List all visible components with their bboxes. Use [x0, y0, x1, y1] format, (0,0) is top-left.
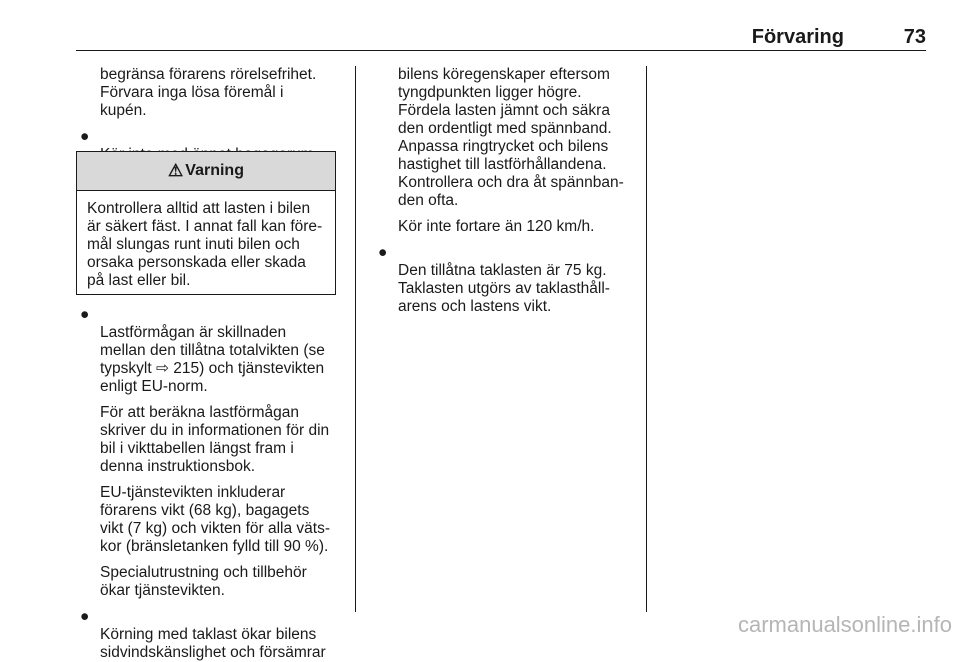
bullet-icon: ●	[80, 608, 90, 625]
warning-header	[77, 152, 335, 191]
bullet-icon: ●	[80, 306, 90, 323]
paragraph: Specialutrustning och tillbehör ökar tjänstevikten.	[100, 564, 307, 599]
paragraph: EU-tjänstevikten inkluderar förarens vikt (68 kg), bagagets vikt (7 kg) och vikten för alla väts- kor (bränsletanken fylld till 90 %).	[100, 484, 330, 555]
warning-body: Kontrollera alltid att lasten i bilen är säkert fäst. I annat fall kan före- mål slungas runt inuti bilen och orsaka personskada eller skada på last eller bil.	[87, 200, 323, 289]
column-divider-left	[355, 66, 356, 612]
warning-triangle-icon: ⚠	[168, 161, 184, 180]
bullet-item	[76, 608, 352, 662]
warning-box	[76, 151, 336, 295]
paragraph: bilens köregenskaper eftersom tyngdpunkten ligger högre. Fördela lasten jämnt och säkra den ordentligt med spännband. Anpassa ringtrycket och bilens hastighet till lastförhållandena. Kontrollera och dra åt spännban- den ofta.	[398, 66, 624, 209]
bullet-icon: ●	[378, 244, 388, 261]
bullet-item	[374, 244, 642, 316]
bullet-text: Lastförmågan är skillnaden mellan den tillåtna totalvikten (se typskylt ⇨ 215) och tjänstevikten enligt EU-norm.	[100, 324, 325, 395]
page-header	[76, 24, 926, 51]
warning-heading: Varning	[185, 162, 244, 179]
left-column-bottom	[76, 306, 352, 662]
bullet-item	[76, 306, 352, 396]
watermark: carmanualsonline.info	[737, 612, 952, 637]
section-title: Förvaring	[751, 26, 844, 48]
bullet-text: Den tillåtna taklasten är 75 kg. Taklasten utgörs av taklasthåll- arens och lastens vikt.	[398, 262, 610, 315]
continued-text: begränsa förarens rörelsefrihet. Förvara inga lösa föremål i kupén.	[100, 66, 317, 119]
paragraph: Kör inte fortare än 120 km/h.	[398, 218, 595, 235]
paragraph: För att beräkna lastförmågan skriver du in informationen för din bil i vikttabellen längst fram i denna instruktionsbok.	[100, 404, 330, 475]
column-divider-right	[646, 66, 647, 612]
bullet-text: Körning med taklast ökar bilens sidvindskänslighet och försämrar	[100, 626, 326, 661]
right-column	[374, 66, 642, 316]
bullet-icon: ●	[80, 128, 90, 145]
left-column-top	[76, 66, 346, 164]
page-number: 73	[903, 26, 926, 48]
